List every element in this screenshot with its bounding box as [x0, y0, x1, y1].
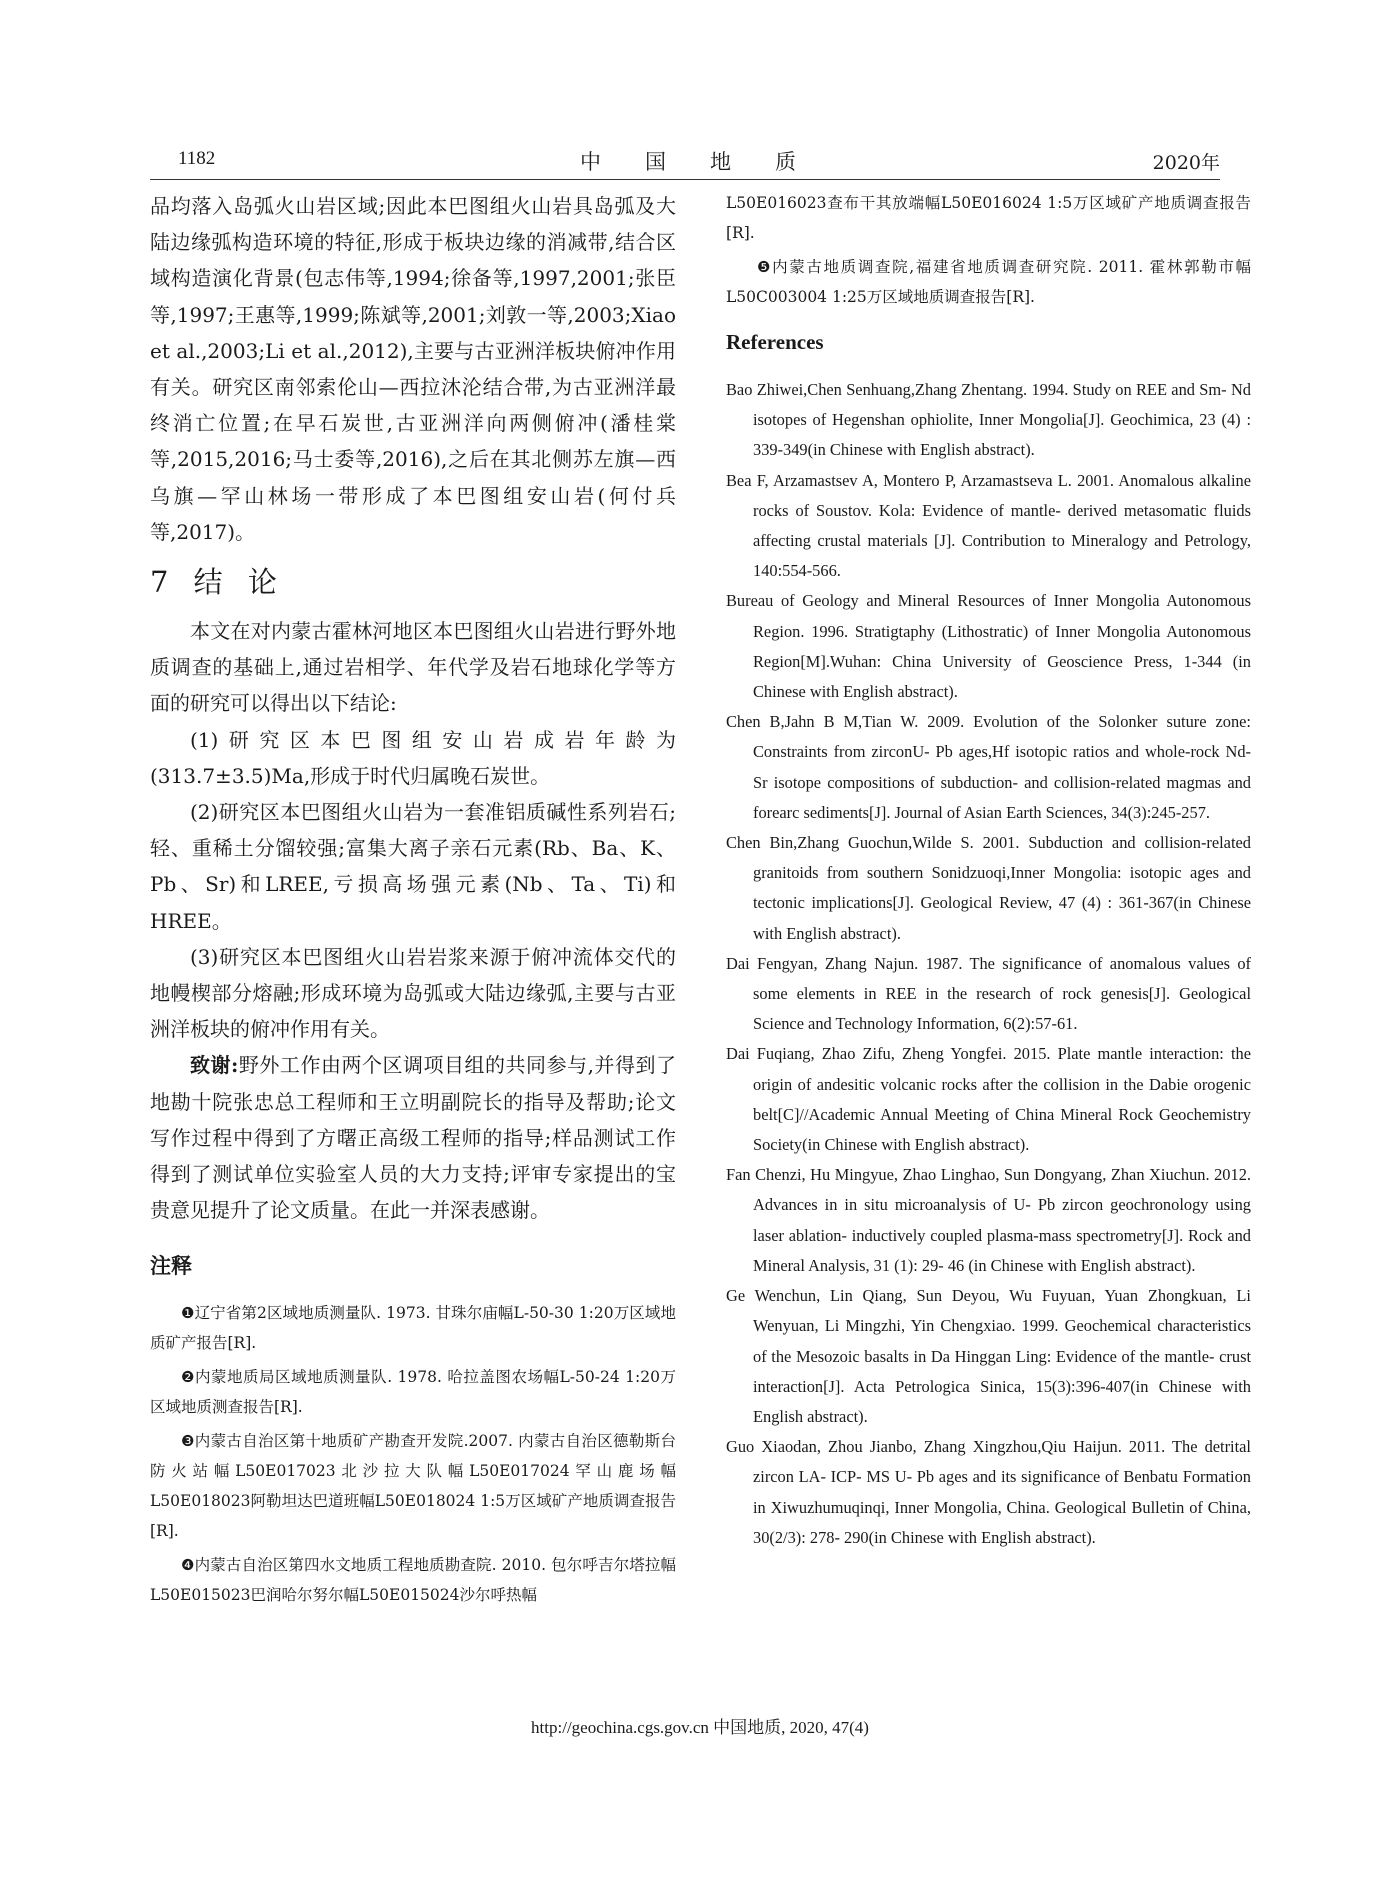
note-marker: ❸	[181, 1432, 195, 1451]
page-footer: http://geochina.cgs.gov.cn 中国地质, 2020, 47(4)	[531, 1718, 869, 1737]
note-item	[150, 1362, 676, 1422]
right-column	[726, 188, 1251, 1553]
reference-item: Dai Fengyan, Zhang Najun. 1987. The significance of anomalous values of some elements in REE in the research of rock genesis[J]. Geological Science and Technology Information, 6(2):57-61.	[726, 953, 1251, 1034]
acknowledgements	[150, 1047, 676, 1228]
note-text: 内蒙地质局区域地质测量队. 1978. 哈拉盖图农场幅L-50-24 1:20万区域地质测查报告[R].	[150, 1368, 676, 1417]
conclusion-2: (2)研究区本巴图组火山岩为一套准铝质碱性系列岩石;轻、重稀土分馏较强;富集大离子亲石元素(Rb、Ba、K、Pb、Sr)和LREE,亏损高场强元素(Nb、Ta、Ti)和HREE。	[150, 800, 676, 933]
ack-text: 野外工作由两个区调项目组的共同参与,并得到了地勘十院张忠总工程师和王立明副院长的指导及帮助;论文写作过程中得到了方曙正高级工程师的指导;样品测试工作得到了测试单位实验室人员的大力支持;评审专家提出的宝贵意见提升了论文质量。在此一并深表感谢。	[150, 1053, 676, 1223]
note-item	[150, 1298, 676, 1358]
notes-title: 注释	[150, 1253, 192, 1279]
note-continued: L50E016023查布干其放端幅L50E016024 1:5万区域矿产地质调查报告[R].	[726, 194, 1251, 242]
reference-item: Chen Bin,Zhang Guochun,Wilde S. 2001. Subduction and collision-related granitoids from southern Sonidzuoqi,Inner Mongolia: isotopic ages and tectonic implications[J]. Geological Review, 47 (4) : 361-367(in Chinese with English abstract).	[726, 833, 1251, 943]
reference-item: Chen B,Jahn B M,Tian W. 2009. Evolution of the Solonker suture zone: Constraints from zirconU- Pb ages,Hf isotopic ratios and whole-rock Nd- Sr isotope compositions of subduction- and collision-related magmas and forearc sediments[J]. Journal of Asian Earth Sciences, 34(3):245-257.	[726, 712, 1251, 822]
page-number: 1182	[178, 148, 216, 169]
reference-item: Bao Zhiwei,Chen Senhuang,Zhang Zhentang. 1994. Study on REE and Sm- Nd isotopes of Hegenshan ophiolite, Inner Mongolia[J]. Geochimica, 23 (4) : 339-349(in Chinese with English abstract).	[726, 380, 1251, 460]
note-item	[150, 1426, 676, 1546]
reference-item: Bea F, Arzamastsev A, Montero P, Arzamastseva L. 2001. Anomalous alkaline rocks of Soustov. Kola: Evidence of mantle- derived metasomatic fluids affecting crustal materials [J]. Contribution to Mineralogy and Petrology, 140:554-566.	[726, 470, 1251, 581]
note-item	[726, 252, 1251, 312]
header-rule	[150, 179, 1220, 180]
reference-item: Fan Chenzi, Hu Mingyue, Zhao Linghao, Sun Dongyang, Zhan Xiuchun. 2012. Advances in in situ microanalysis of U- Pb zircon geochronology using laser ablation- inductively coupled plasma-mass spectrometry[J]. Rock and Mineral Analysis, 31 (1): 29- 46 (in Chinese with English abstract).	[726, 1165, 1251, 1275]
left-column	[150, 188, 676, 1614]
journal-year: 2020年	[1152, 152, 1220, 174]
section-title: 7 结 论	[150, 565, 285, 600]
note-marker: ❶	[181, 1304, 195, 1323]
note-text: 内蒙古自治区第十地质矿产勘查开发院.2007. 内蒙古自治区德勒斯台防火站幅L50E017023北沙拉大队幅L50E017024罕山鹿场幅L50E018023阿勒坦达巴道班幅L50E018024 1:5万区域矿产地质调查报告[R].	[150, 1432, 676, 1541]
reference-item: Ge Wenchun, Lin Qiang, Sun Deyou, Wu Fuyuan, Yuan Zhongkuan, Li Wenyuan, Li Mingzhi, Yin Chengxiao. 1999. Geochemical characteristics of the Mesozoic basalts in Da Hinggan Ling: Evidence of the mantle- crust interaction[J]. Acta Petrologica Sinica, 15(3):396-407(in Chinese with English abstract).	[726, 1286, 1251, 1426]
journal-title: 中国地质	[580, 150, 840, 174]
note-marker: ❺	[757, 258, 773, 276]
note-text: 辽宁省第2区域地质测量队. 1973. 甘珠尔庙幅L-50-30 1:20万区域地质矿产报告[R].	[150, 1304, 677, 1353]
note-text: 内蒙古地质调查院,福建省地质调查研究院. 2011. 霍林郭勒市幅L50C003004 1:25万区域地质调查报告[R].	[726, 258, 1251, 306]
running-header	[150, 146, 1220, 176]
paragraph-continued: 品均落入岛弧火山岩区域;因此本巴图组火山岩具岛弧及大陆边缘弧构造环境的特征,形成于板块边缘的消减带,结合区域构造演化背景(包志伟等,1994;徐备等,1997,2001;张臣等,1997;王惠等,1999;陈斌等,2001;刘敦一等,2003;Xiao et al.,2003;Li et al.,2012),主要与古亚洲洋板块俯冲作用有关。研究区南邻索伦山—西拉沐沦结合带,为古亚洲洋最终消亡位置;在早石炭世,古亚洲洋向两侧俯冲(潘桂棠等,2015,2016;马士委等,2016),之后在其北侧苏左旗—西乌旗—罕山林场一带形成了本巴图组安山岩(何付兵等,2017)。	[150, 194, 676, 544]
conclusion-intro: 本文在对内蒙古霍林河地区本巴图组火山岩进行野外地质调查的基础上,通过岩相学、年代学及岩石地球化学等方面的研究可以得出以下结论:	[150, 619, 676, 716]
note-marker: ❷	[181, 1368, 195, 1387]
note-item	[150, 1550, 676, 1610]
conclusion-1: (1)研究区本巴图组安山岩成岩年龄为(313.7±3.5)Ma,形成于时代归属晚石炭世。	[150, 727, 676, 788]
reference-item: Guo Xiaodan, Zhou Jianbo, Zhang Xingzhou,Qiu Haijun. 2011. The detrital zircon LA- ICP- MS U- Pb ages and its significance of Benbatu Formation in Xiwuzhumuqinqi, Inner Mongolia, China. Geological Bulletin of China, 30(2/3): 278- 290(in Chinese with English abstract).	[726, 1437, 1251, 1547]
conclusion-3: (3)研究区本巴图组火山岩岩浆来源于俯冲流体交代的地幔楔部分熔融;形成环境为岛弧或大陆边缘弧,主要与古亚洲洋板块的俯冲作用有关。	[150, 944, 676, 1042]
ack-label: 致谢:	[190, 1053, 239, 1078]
note-text: 内蒙古自治区第四水文地质工程地质勘查院. 2010. 包尔呼吉尔塔拉幅L50E015023巴润哈尔努尔幅L50E015024沙尔呼热幅	[150, 1556, 676, 1605]
references-title: References	[726, 330, 824, 354]
note-marker: ❹	[181, 1556, 195, 1575]
reference-item: Bureau of Geology and Mineral Resources of Inner Mongolia Autonomous Region. 1996. Stratigtaphy (Lithostratic) of Inner Mongolia Autonomous Region[M].Wuhan: China University of Geoscience Press, 1-344 (in Chinese with English abstract).	[726, 591, 1251, 702]
reference-item: Dai Fuqiang, Zhao Zifu, Zheng Yongfei. 2015. Plate mantle interaction: the origin of andesitic volcanic rocks after the collision in the Dabie orogenic belt[C]//Academic Annual Meeting of China Mineral Rock Geochemistry Society(in Chinese with English abstract).	[726, 1044, 1251, 1155]
